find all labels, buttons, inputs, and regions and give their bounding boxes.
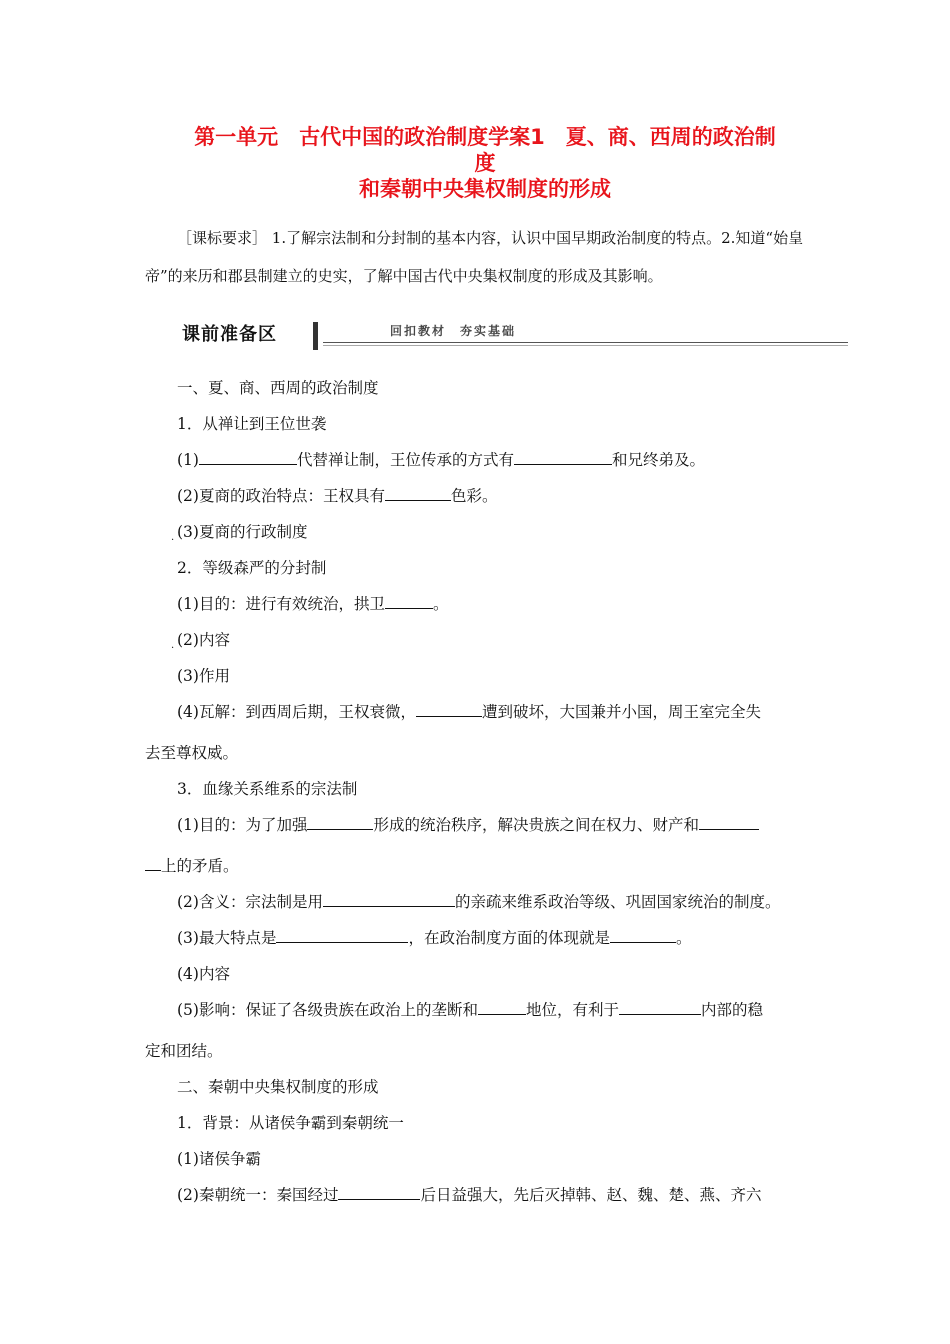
- item-1-3-2: [177, 892, 857, 912]
- fill-blank[interactable]: [276, 928, 408, 943]
- item-text: (2)含义：宗法制是用: [177, 893, 323, 911]
- margin-dot: .: [171, 532, 175, 543]
- item-2-1-2: [177, 1185, 857, 1205]
- item-text: 地位，有利于: [525, 1001, 619, 1019]
- fill-blank[interactable]: [416, 702, 482, 717]
- item-1-1-3: (3)夏商的行政制度: [177, 523, 308, 541]
- item-text: 内部的稳: [700, 1001, 763, 1019]
- fill-blank[interactable]: [338, 1185, 420, 1200]
- banner-rule-secondary: [323, 345, 848, 346]
- item-1-3-1-continued: [145, 856, 825, 876]
- item-1-2-1: [177, 594, 857, 614]
- item-text: 和兄终弟及。: [611, 451, 705, 469]
- requirements-text: 1.了解宗法制和分封制的基本内容，认识中国早期政治制度的特点。2.知道“始皇帝”的来历和郡县制建立的史实，了解中国古代中央集权制度的形成及其影响。: [145, 229, 804, 285]
- item-text: 。: [432, 595, 449, 613]
- item-text: (2)夏商的政治特点：王权具有: [177, 487, 385, 505]
- subheading-1-2: 2．等级森严的分封制: [177, 559, 327, 577]
- item-1-3-5-continued: 定和团结。: [145, 1042, 223, 1060]
- fill-blank[interactable]: [323, 892, 455, 907]
- item-1-2-3: (3)作用: [177, 667, 230, 685]
- item-text: 色彩。: [450, 487, 498, 505]
- section-banner: [178, 318, 850, 354]
- margin-dot: .: [171, 640, 175, 651]
- fill-blank[interactable]: [514, 450, 612, 465]
- item-text: 。: [675, 929, 692, 947]
- item-1-1-2: [177, 486, 857, 506]
- subheading-2-1: 1．背景：从诸侯争霸到秦朝统一: [177, 1114, 404, 1132]
- subheading-1-1: 1．从禅让到王位世袭: [177, 415, 327, 433]
- document-title-line-3: 和秦朝中央集权制度的形成: [359, 177, 611, 201]
- item-text: (2)秦朝统一：秦国经过: [177, 1186, 339, 1204]
- fill-blank[interactable]: [385, 594, 433, 609]
- subheading-1-3: 3．血缘关系维系的宗法制: [177, 780, 358, 798]
- fill-blank[interactable]: [145, 856, 161, 871]
- item-text: 遭到破坏，大国兼并小国，周王室完全失: [481, 703, 761, 721]
- fill-blank[interactable]: [307, 815, 373, 830]
- section-heading-2: 二、秦朝中央集权制度的形成: [177, 1078, 379, 1096]
- document-title-line-1: 第一单元 古代中国的政治制度学案1 夏、商、西周的政治制: [194, 125, 776, 149]
- item-text: 形成的统治秩序，解决贵族之间在权力、财产和: [373, 816, 699, 834]
- item-1-2-2: (2)内容: [177, 631, 230, 649]
- item-2-1-1: (1)诸侯争霸: [177, 1150, 261, 1168]
- item-1-1-1: [177, 450, 857, 470]
- item-1-3-1: [177, 815, 857, 835]
- fill-blank[interactable]: [478, 1000, 526, 1015]
- banner-divider: [313, 322, 318, 350]
- banner-subtitle: 回扣教材 夯实基础: [390, 324, 517, 338]
- item-1-2-4-continued: 去至尊权威。: [145, 744, 239, 762]
- item-1-3-5: [177, 1000, 857, 1020]
- item-text: (3)最大特点是: [177, 929, 277, 947]
- fill-blank[interactable]: [699, 815, 759, 830]
- item-1-3-4: (4)内容: [177, 965, 230, 983]
- item-text: 代替禅让制，王位传承的方式有: [296, 451, 514, 469]
- item-1-2-4: [177, 702, 857, 722]
- fill-blank[interactable]: [619, 1000, 701, 1015]
- item-text: ，在政治制度方面的体现就是: [408, 929, 610, 947]
- banner-rule: [323, 342, 848, 343]
- section-heading-1: 一、夏、商、西周的政治制度: [177, 379, 379, 397]
- item-text: 的亲疏来维系政治等级、巩固国家统治的制度。: [454, 893, 781, 911]
- fill-blank[interactable]: [199, 450, 297, 465]
- item-text: (4)瓦解：到西周后期，王权衰微，: [177, 703, 416, 721]
- item-text: (1)目的：为了加强: [177, 816, 308, 834]
- requirements-label: ［课标要求］: [177, 229, 268, 247]
- item-text: 上的矛盾。: [161, 857, 239, 875]
- fill-blank[interactable]: [385, 486, 451, 501]
- item-1-3-3: [177, 928, 857, 948]
- curriculum-requirements: [145, 219, 825, 295]
- item-text: (1): [177, 451, 199, 469]
- banner-label: 课前准备区: [182, 324, 277, 345]
- item-text: (5)影响：保证了各级贵族在政治上的垄断和: [177, 1001, 478, 1019]
- item-text: 后日益强大，先后灭掉韩、赵、魏、楚、燕、齐六: [420, 1186, 762, 1204]
- fill-blank[interactable]: [610, 928, 676, 943]
- document-title-line-2: 度: [474, 151, 496, 175]
- item-text: (1)目的：进行有效统治，拱卫: [177, 595, 385, 613]
